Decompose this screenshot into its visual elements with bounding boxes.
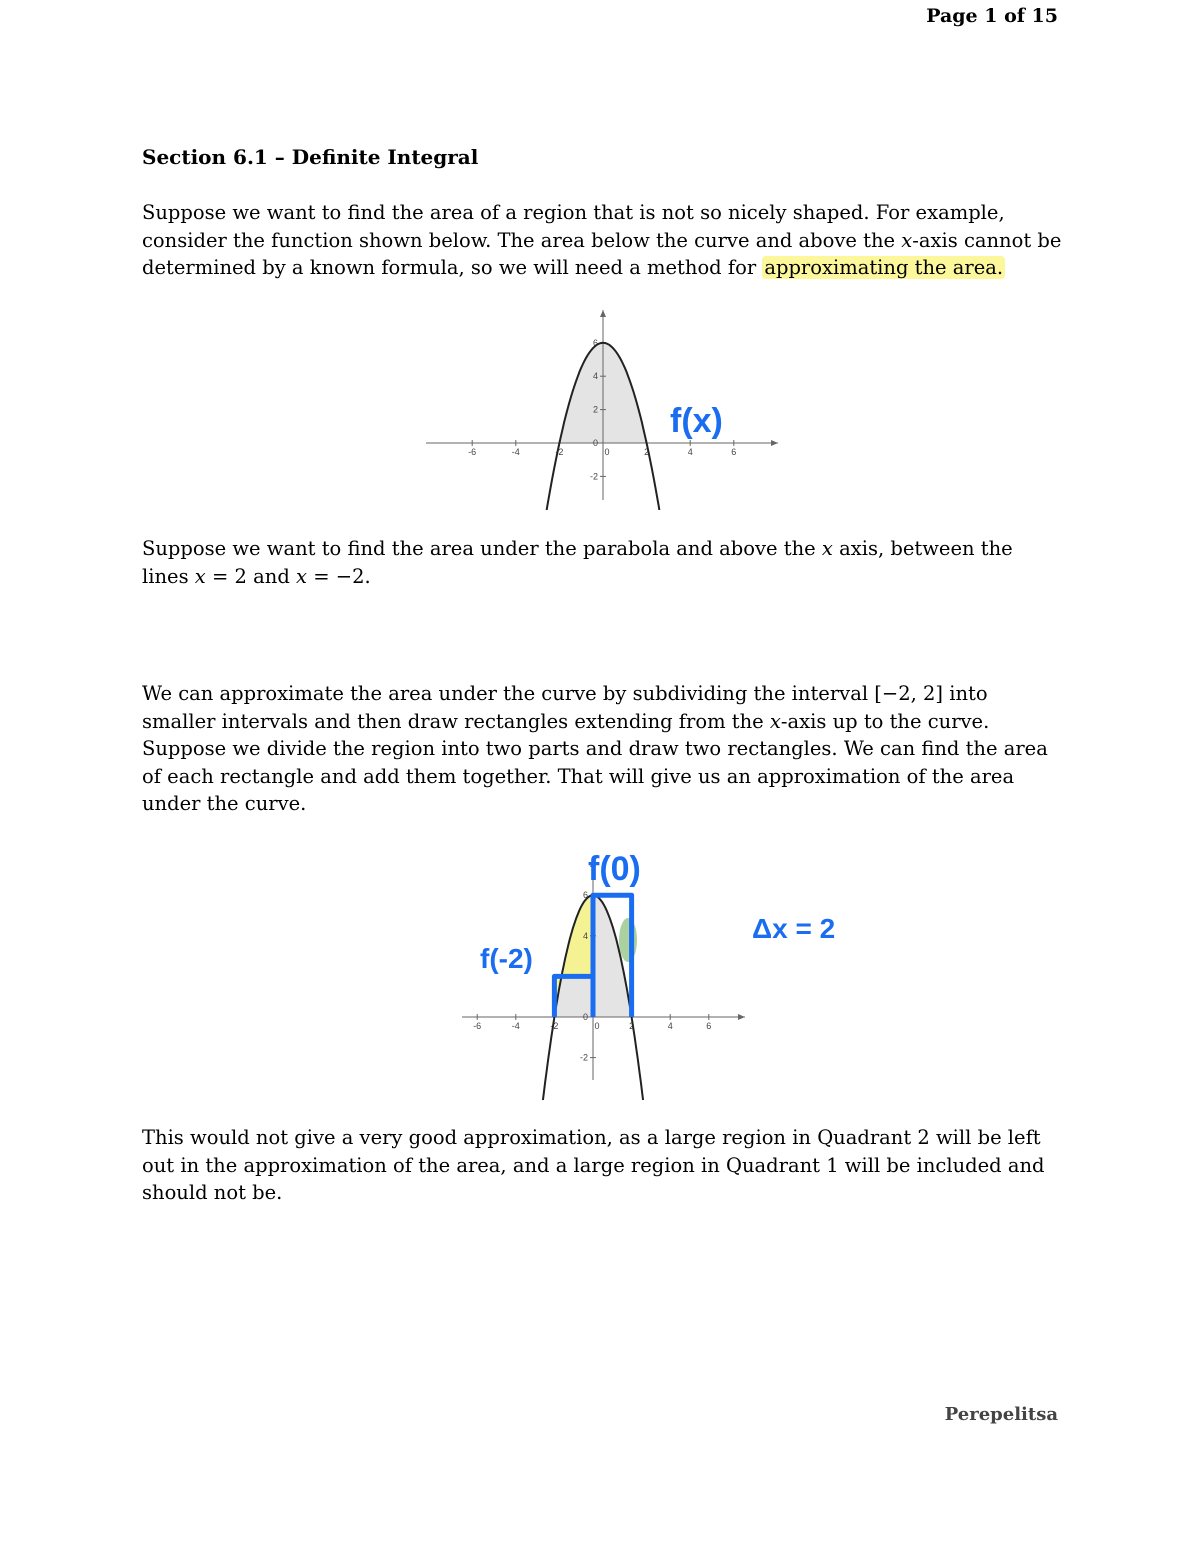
y-tick-label: 6 xyxy=(592,337,598,348)
y-tick-label: -2 xyxy=(589,471,598,482)
x-tick-label: -2 xyxy=(550,1021,559,1031)
paragraph-conclusion: This would not give a very good approximation, as a large region in Quadrant 2 will be left out in the approximation of the area, and a large region in Quadrant 1 will be included and should not be. xyxy=(142,1126,1045,1204)
x-tick-label: 6 xyxy=(731,447,737,457)
page-number: Page 1 of 15 xyxy=(926,5,1058,27)
eq1-rest: = 2 xyxy=(205,564,247,588)
x-tick-label: 4 xyxy=(667,1021,673,1031)
intro-text-2: -axis cannot be determined by a known formula, so we will need a method for xyxy=(142,228,1062,279)
x-axis-arrow xyxy=(738,1014,745,1020)
x-tick-label: -4 xyxy=(511,1021,520,1031)
x-tick-label: -6 xyxy=(473,1021,482,1031)
eq2-var: x xyxy=(296,564,308,588)
x-tick-label: -2 xyxy=(555,447,564,457)
paragraph-intro xyxy=(142,199,1062,282)
included-region-highlight xyxy=(619,918,637,962)
region-text-2: axis, between the lines xyxy=(142,537,1013,588)
intro-text-1: Suppose we want to find the area of a region that is not so nicely shaped. For example, consider the function shown below. The area below the curve and above the xyxy=(142,201,1005,252)
y-tick-label: 4 xyxy=(592,371,598,382)
approx-text-1: We can approximate the area under the curve by subdividing the interval xyxy=(142,682,875,705)
paragraph-approximation xyxy=(142,680,1062,818)
highlighted-text: approximating the area. xyxy=(764,256,1004,279)
y-axis-arrow xyxy=(600,310,606,317)
y-tick-label: -2 xyxy=(579,1052,588,1063)
eq2-rest: = −2. xyxy=(307,564,371,588)
y-tick-label: 0 xyxy=(582,1012,588,1022)
f0-annotation: f(0) xyxy=(588,850,641,888)
section-title: Section 6.1 – Definite Integral xyxy=(142,145,479,169)
rectangle-approximation-graph xyxy=(0,840,1200,1100)
x-tick-label: -6 xyxy=(468,447,477,457)
x-tick-label: 2 xyxy=(629,1021,635,1031)
approx-text-2: into smaller intervals and then draw rectangles extending from the xyxy=(142,682,988,733)
delta-x-annotation: Δx = 2 xyxy=(752,913,836,944)
x-tick-label: 6 xyxy=(706,1021,712,1031)
x-axis-arrow xyxy=(771,440,778,446)
approx-x-var: x xyxy=(769,709,781,733)
x-tick-label: 0 xyxy=(594,1021,600,1031)
region-text-1: Suppose we want to find the area under the parabola and above the xyxy=(142,537,822,560)
interval: [−2, 2] xyxy=(874,682,944,705)
y-tick-label: 4 xyxy=(582,930,588,941)
region-and: and xyxy=(246,564,297,588)
eq1-var: x xyxy=(194,564,206,588)
intro-x-var: x xyxy=(901,228,913,252)
region-x-var: x xyxy=(821,537,833,560)
fx-annotation: f(x) xyxy=(670,402,723,440)
y-tick-label: 6 xyxy=(582,890,588,901)
approx-text-3: -axis up to the curve. Suppose we divide the region into two parts and draw two rectangles. We can find the area of each rectangle and add them together. That will give us an approximation of the area under the curve. xyxy=(142,709,1048,815)
x-tick-label: 4 xyxy=(687,447,693,457)
fm2-annotation: f(-2) xyxy=(480,943,533,974)
x-tick-label: -4 xyxy=(511,447,520,457)
x-tick-label: 0 xyxy=(604,447,610,457)
paragraph-region xyxy=(142,535,1062,590)
x-tick-label: 2 xyxy=(644,447,650,457)
y-tick-label: 2 xyxy=(592,404,598,415)
author-footer: Perepelitsa xyxy=(944,1404,1058,1425)
y-tick-label: 0 xyxy=(592,438,598,448)
parabola-graph xyxy=(0,300,1200,510)
